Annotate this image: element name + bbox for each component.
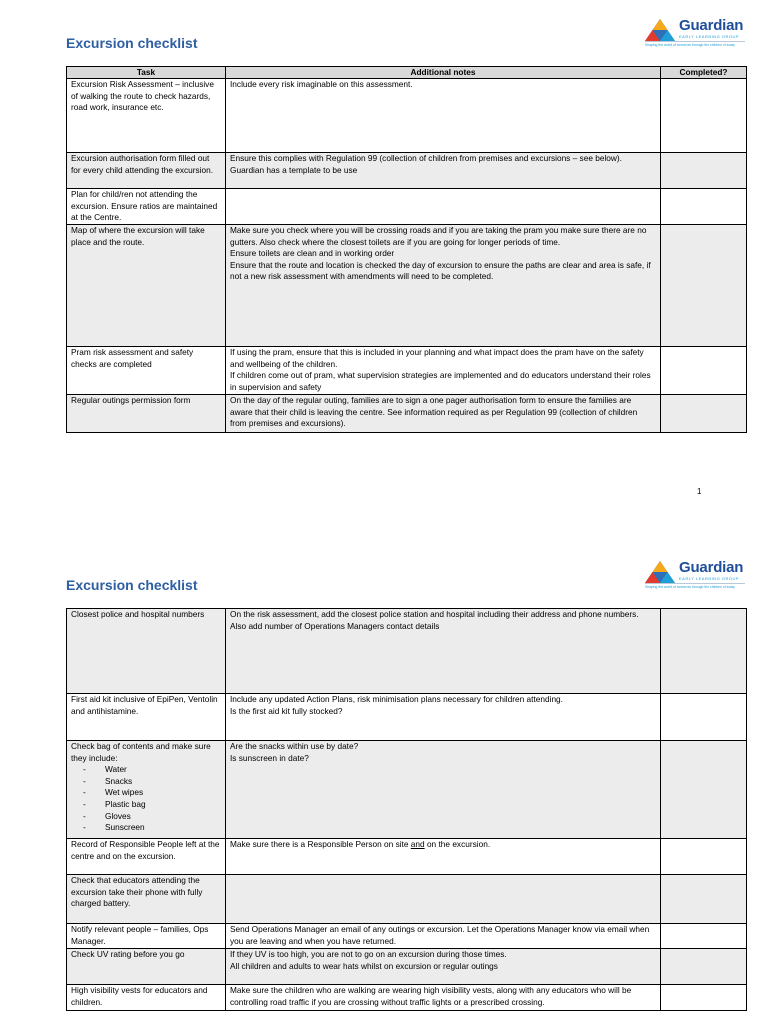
notes-cell (226, 189, 661, 225)
guardian-triangle-icon (645, 19, 675, 41)
task-cell: Pram risk assessment and safety checks are completed (67, 347, 226, 395)
table-row (67, 741, 747, 839)
logo-subtitle: EARLY LEARNING GROUP (679, 576, 740, 581)
task-cell: Closest police and hospital numbers (67, 609, 226, 694)
note-underlined-text: and (410, 839, 425, 849)
notes-cell (226, 153, 661, 189)
page-number: 1 (697, 487, 702, 496)
list-item: - Water (83, 764, 221, 776)
notes-cell (226, 741, 661, 839)
bag-contents-list (71, 764, 221, 834)
notes-cell (226, 347, 661, 395)
checklist-table-1 (66, 66, 747, 433)
table-row (67, 949, 747, 985)
table-row (67, 189, 747, 225)
logo-divider (645, 41, 745, 42)
logo-divider (645, 583, 745, 584)
notes-cell (226, 225, 661, 347)
task-cell: Regular outings permission form (67, 395, 226, 433)
table-row (67, 839, 747, 875)
task-cell: Notify relevant people – families, Ops Manager. (67, 924, 226, 949)
completed-cell[interactable] (661, 694, 747, 741)
completed-cell[interactable] (661, 741, 747, 839)
list-item: - Wet wipes (83, 787, 221, 799)
notes-cell (226, 609, 661, 694)
note-line: Include any updated Action Plans, risk minimisation plans necessary for children attending. (230, 694, 563, 704)
note-text: on the excursion. (424, 839, 491, 849)
note-line: All children and adults to wear hats whilst on excursion or regular outings (230, 960, 498, 971)
table-row (67, 694, 747, 741)
notes-cell (226, 949, 661, 985)
table-row (67, 153, 747, 189)
task-cell: First aid kit inclusive of EpiPen, Ventolin and antihistamine. (67, 694, 226, 741)
completed-cell[interactable] (661, 609, 747, 694)
task-cell: Map of where the excursion will take place and the route. (67, 225, 226, 347)
logo-tagline: Shaping the world of tomorrow through the children of today (645, 43, 735, 47)
table-row (67, 79, 747, 153)
list-item: - Snacks (83, 776, 221, 788)
completed-cell[interactable] (661, 839, 747, 875)
table-row (67, 225, 747, 347)
header-notes: Additional notes (226, 67, 661, 79)
note-line: If using the pram, ensure that this is included in your planning and what impact does the pram have on the safety and wellbeing of the children. (230, 347, 644, 369)
logo-subtitle: EARLY LEARNING GROUP (679, 34, 740, 39)
table-row (67, 395, 747, 433)
note-line: Are the snacks within use by date? (230, 741, 359, 751)
notes-cell (226, 395, 661, 433)
table-row (67, 985, 747, 1011)
note-line: Make sure you check where you will be crossing roads and if you are taking the pram you make sure there are no gutters. Also check where the closest toilets are if you are going for longer periods of time. (230, 225, 647, 247)
task-cell: Plan for child/ren not attending the excursion. Ensure ratios are maintained at the Centre. (67, 189, 226, 225)
notes-cell (226, 985, 661, 1011)
notes-cell (226, 694, 661, 741)
logo-brand: Guardian (679, 17, 744, 34)
guardian-logo (645, 559, 750, 593)
note-line: Make sure the children who are walking are wearing high visibility vests, along with any educators who will be controlling road traffic if you are crossing without traffic lights or a prescribed crossing. (230, 985, 632, 1007)
table-row (67, 347, 747, 395)
notes-cell (226, 839, 661, 875)
checklist-table-2 (66, 608, 747, 1011)
task-cell: Excursion authorisation form filled out for every child attending the excursion. (67, 153, 226, 189)
completed-cell[interactable] (661, 153, 747, 189)
note-text: Make sure there is a Responsible Person on site (230, 839, 411, 849)
completed-cell[interactable] (661, 395, 747, 433)
note-line: Also add number of Operations Managers contact details (230, 620, 440, 631)
notes-cell (226, 875, 661, 924)
page-title: Excursion checklist (66, 577, 198, 593)
note-line: Is sunscreen in date? (230, 752, 309, 763)
task-cell: High visibility vests for educators and children. (67, 985, 226, 1011)
list-item: - Plastic bag (83, 799, 221, 811)
completed-cell[interactable] (661, 875, 747, 924)
note-line: Ensure this complies with Regulation 99 (collection of children from premises and excursions – see below). Guardian has a template to be use (230, 153, 622, 175)
completed-cell[interactable] (661, 924, 747, 949)
task-cell: Excursion Risk Assessment – inclusive of walking the route to check hazards, road work, insurance etc. (67, 79, 226, 153)
completed-cell[interactable] (661, 79, 747, 153)
task-cell: Check that educators attending the excursion take their phone with fully charged battery. (67, 875, 226, 924)
list-item: - Gloves (83, 811, 221, 823)
completed-cell[interactable] (661, 225, 747, 347)
table-header-row (67, 67, 747, 79)
logo-brand: Guardian (679, 559, 744, 576)
list-item: - Sunscreen (83, 822, 221, 834)
header-completed: Completed? (661, 67, 747, 79)
note-line: Is the first aid kit fully stocked? (230, 705, 343, 716)
guardian-logo (645, 17, 750, 51)
table-row (67, 609, 747, 694)
task-cell: Check UV rating before you go (67, 949, 226, 985)
note-line: Include every risk imaginable on this assessment. (230, 79, 413, 89)
note-line: If children come out of pram, what supervision strategies are implemented and do educators understand their roles in supervision and safety (230, 370, 651, 392)
note-line: On the day of the regular outing, families are to sign a one pager authorisation form to ensure the families are aware that their child is leaving the centre. See information required as per Regulation 99 (collection of children from premises and excursions). (230, 395, 638, 429)
task-text: Check bag of contents and make sure they include: (71, 741, 211, 763)
logo-tagline: Shaping the world of tomorrow through the children of today (645, 585, 735, 589)
notes-cell (226, 924, 661, 949)
note-line: Send Operations Manager an email of any outings or excursion. Let the Operations Manager know via email when you are leaving and when you have returned. (230, 924, 650, 946)
page-title: Excursion checklist (66, 35, 198, 51)
task-cell (67, 741, 226, 839)
note-line: If they UV is too high, you are not to go on an excursion during those times. (230, 949, 507, 959)
completed-cell[interactable] (661, 189, 747, 225)
task-cell: Record of Responsible People left at the centre and on the excursion. (67, 839, 226, 875)
note-line: Ensure that the route and location is checked the day of excursion to ensure the paths are clear and area is safe, if not a new risk assessment with amendments will need to be completed. (230, 259, 651, 282)
notes-cell (226, 79, 661, 153)
completed-cell[interactable] (661, 347, 747, 395)
note-line: On the risk assessment, add the closest police station and hospital including their address and phone numbers. (230, 609, 639, 619)
table-row (67, 875, 747, 924)
table-row (67, 924, 747, 949)
guardian-triangle-icon (645, 561, 675, 583)
completed-cell[interactable] (661, 985, 747, 1011)
completed-cell[interactable] (661, 949, 747, 985)
note-line: Ensure toilets are clean and in working order (230, 248, 395, 259)
header-task: Task (67, 67, 226, 79)
